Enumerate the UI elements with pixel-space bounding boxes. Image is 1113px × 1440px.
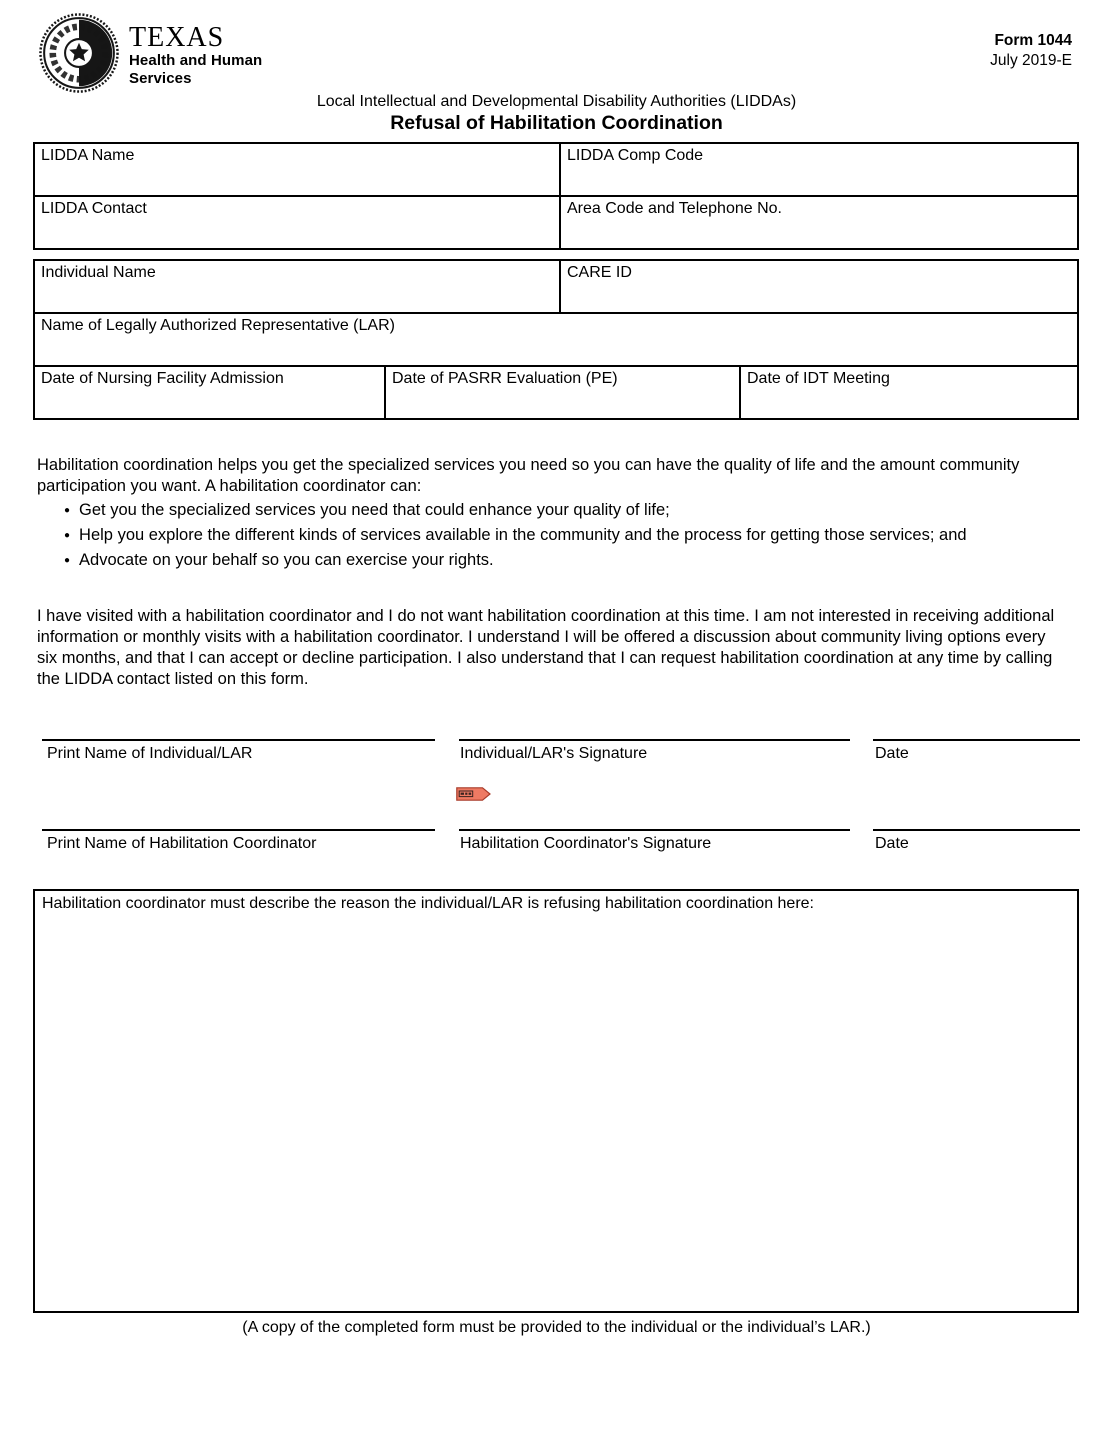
form-subtitle: Local Intellectual and Developmental Disability Authorities (LIDDAs) — [316, 93, 797, 110]
idt-meeting-date-label: Date of IDT Meeting — [747, 370, 890, 387]
area-code-phone-field[interactable] — [559, 197, 1077, 248]
texas-hhs-seal-icon — [38, 12, 120, 99]
pasrr-evaluation-date-field[interactable] — [384, 367, 739, 418]
individual-date-label: Date — [875, 745, 909, 762]
idt-meeting-date-field[interactable] — [739, 367, 1077, 418]
lidda-name-field[interactable] — [35, 144, 559, 195]
nf-admission-date-field[interactable] — [35, 367, 384, 418]
individual-print-name-label: Print Name of Individual/LAR — [47, 745, 253, 762]
coordinator-date-line[interactable] — [873, 829, 1080, 831]
form-number: Form 1044 — [994, 32, 1072, 49]
lidda-comp-code-field[interactable] — [559, 144, 1077, 195]
pasrr-evaluation-date-label: Date of PASRR Evaluation (PE) — [392, 370, 618, 387]
lar-name-label: Name of Legally Authorized Representative (LAR) — [41, 317, 395, 334]
table-row — [35, 365, 1077, 418]
coordinator-signature-line[interactable] — [459, 829, 850, 831]
lidda-info-table — [33, 142, 1079, 250]
sign-here-flag-icon — [456, 787, 491, 801]
form-identifier — [990, 31, 1072, 71]
table-row — [35, 144, 1077, 195]
agency-logo — [38, 12, 262, 99]
logo-texas-text: TEXAS — [129, 22, 225, 53]
list-item: ● Get you the specialized services you need that could enhance your quality of life; — [64, 498, 1054, 523]
logo-hhs-line1: Health and Human — [129, 52, 263, 69]
page-title: Refusal of Habilitation Coordination — [390, 112, 723, 134]
intro-paragraph: Habilitation coordination helps you get the specialized services you need so you can have the quality of life and the amount community participation you want. A habilitation coordinator can: — [37, 455, 1020, 495]
refusal-reason-field[interactable] — [33, 889, 1079, 1313]
care-id-field[interactable] — [559, 261, 1077, 312]
care-id-label: CARE ID — [567, 264, 632, 281]
list-item: ● Help you explore the different kinds of services available in the community and the process for getting those services; and — [64, 523, 1054, 548]
lidda-name-label: LIDDA Name — [41, 147, 135, 164]
lidda-comp-code-label: LIDDA Comp Code — [567, 147, 704, 164]
individual-date-line[interactable] — [873, 739, 1080, 741]
individual-name-field[interactable] — [35, 261, 559, 312]
benefit-bullet-list — [64, 498, 1054, 573]
table-row — [35, 195, 1077, 248]
individual-signature-line[interactable] — [459, 739, 850, 741]
area-code-phone-label: Area Code and Telephone No. — [567, 200, 782, 217]
individual-info-table — [33, 259, 1079, 420]
lidda-contact-label: LIDDA Contact — [41, 200, 147, 217]
logo-hhs-line2: Services — [129, 70, 192, 87]
coordinator-signature-label: Habilitation Coordinator's Signature — [460, 835, 712, 852]
refusal-statement-paragraph: I have visited with a habilitation coordinator and I do not want habilitation coordination at this time. I am not interested in receiving additional information or monthly visits with a habilitation coordinator. I understand I will be offered a discussion about community living options every six months, and that I can accept or decline participation. I also understand that I can request habilitation coordination at any time by calling the LIDDA contact listed on this form. — [37, 606, 1055, 688]
individual-name-label: Individual Name — [41, 264, 156, 281]
individual-signature-label: Individual/LAR's Signature — [460, 745, 648, 762]
coordinator-date-label: Date — [875, 835, 909, 852]
list-item: ● Advocate on your behalf so you can exercise your rights. — [64, 548, 1054, 573]
copy-provided-note: (A copy of the completed form must be provided to the individual or the individual’s LAR.) — [242, 1319, 871, 1336]
coordinator-print-name-label: Print Name of Habilitation Coordinator — [47, 835, 317, 852]
agency-name — [129, 12, 262, 88]
table-row — [35, 261, 1077, 312]
lar-name-field[interactable] — [35, 314, 1077, 365]
form-edition: July 2019-E — [990, 52, 1072, 69]
lidda-contact-field[interactable] — [35, 197, 559, 248]
nf-admission-date-label: Date of Nursing Facility Admission — [41, 370, 284, 387]
coordinator-print-name-line[interactable] — [42, 829, 435, 831]
individual-print-name-line[interactable] — [42, 739, 435, 741]
table-row — [35, 312, 1077, 365]
refusal-reason-label: Habilitation coordinator must describe the reason the individual/LAR is refusing habilitation coordination here: — [42, 895, 814, 912]
